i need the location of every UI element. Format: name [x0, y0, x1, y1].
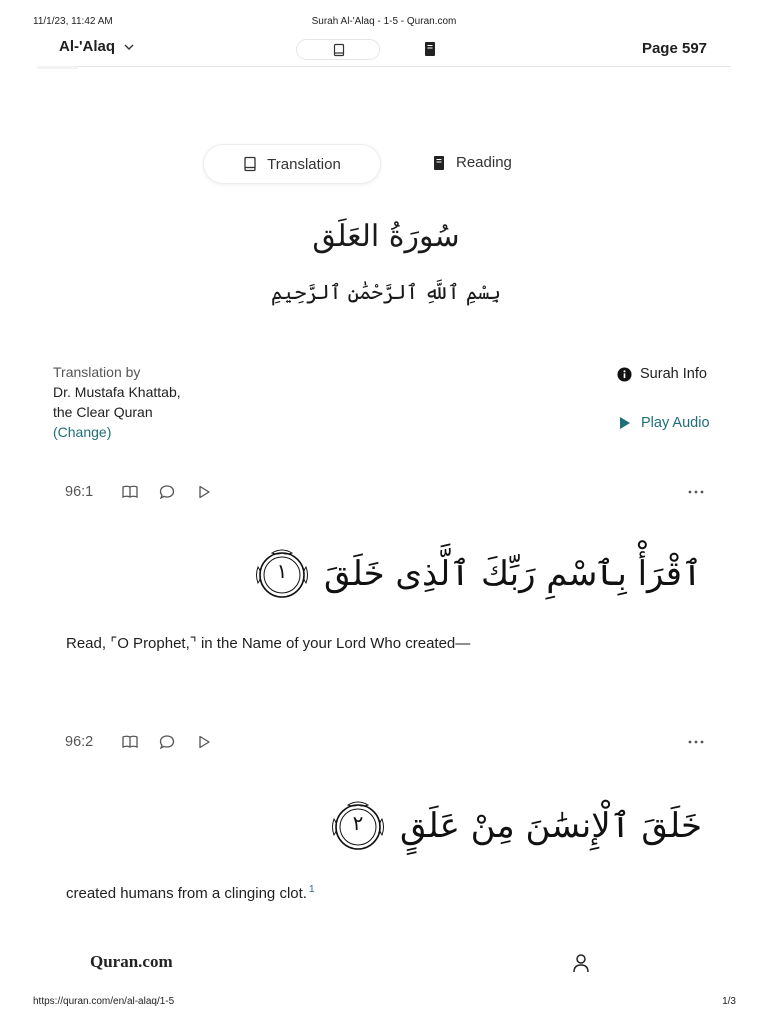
- verse-action-bar: [65, 482, 705, 502]
- ayah-number: ١: [276, 559, 288, 583]
- info-icon: [617, 367, 632, 382]
- tafsir-book-icon[interactable]: [121, 733, 139, 751]
- translation-text: Read, ⌜O Prophet,⌝ in the Name of your Lord Who created—: [66, 635, 471, 652]
- translation-mode-button[interactable]: [203, 144, 381, 184]
- chapter-selector[interactable]: [59, 38, 135, 55]
- translator-name: Dr. Mustafa Khattab,: [53, 384, 181, 400]
- play-audio-button[interactable]: [619, 415, 710, 431]
- verse-translation: [66, 634, 470, 652]
- site-logo[interactable]: Quran.com: [90, 952, 173, 971]
- verse-key[interactable]: 96:1: [65, 484, 94, 500]
- ayah-number-marker: [254, 545, 310, 601]
- book-open-icon[interactable]: [332, 43, 346, 57]
- print-header: [0, 16, 768, 30]
- translation-mode-label: Translation: [267, 155, 341, 173]
- page-number: Page 597: [641, 40, 707, 57]
- reading-mode-button[interactable]: [432, 154, 512, 171]
- footnote-marker[interactable]: 1: [308, 884, 315, 895]
- translator-label: Translation by: [53, 364, 141, 380]
- bismillah-calligraphy: بِسْمِ ٱللَّهِ ٱلرَّحْمَٰنِ ٱلرَّحِيمِ: [271, 280, 502, 304]
- translation-text: created humans from a clinging clot.: [66, 885, 307, 902]
- print-timestamp: 11/1/23, 11:42 AM: [33, 16, 113, 27]
- print-document-title: Surah Al-'Alaq - 1-5 - Quran.com: [311, 16, 457, 27]
- more-options-icon[interactable]: [687, 734, 705, 750]
- verse-translation: [66, 884, 315, 902]
- verse-arabic-text: [254, 538, 702, 608]
- surah-info-button[interactable]: [617, 366, 707, 382]
- ayah-number-marker: [330, 797, 386, 853]
- more-options-icon[interactable]: [687, 484, 705, 500]
- print-page-count: 1/3: [722, 996, 736, 1007]
- nav-shadow: [37, 66, 78, 69]
- reading-book-icon: [432, 155, 446, 171]
- reading-book-icon[interactable]: [423, 41, 437, 57]
- tafsir-book-icon[interactable]: [121, 483, 139, 501]
- chapter-name: Al-'Alaq: [59, 38, 116, 55]
- comment-icon[interactable]: [158, 733, 176, 751]
- play-audio-label: Play Audio: [641, 415, 710, 431]
- book-icon: [243, 156, 257, 172]
- play-icon: [619, 416, 631, 430]
- chevron-down-icon: [123, 41, 135, 53]
- verse-key[interactable]: 96:2: [65, 734, 94, 750]
- mini-mode-switch[interactable]: [296, 39, 380, 60]
- surah-info-label: Surah Info: [640, 366, 707, 382]
- surah-name-calligraphy: سُورَةُ العَلَق: [312, 218, 460, 254]
- arabic-words: ٱقْرَأْ بِٱسْمِ رَبِّكَ ٱلَّذِى خَلَقَ: [323, 553, 702, 594]
- ayah-number: ٢: [352, 811, 364, 835]
- comment-icon[interactable]: [158, 483, 176, 501]
- verse-arabic-text: [330, 790, 702, 860]
- play-verse-icon[interactable]: [195, 733, 213, 751]
- print-url: https://quran.com/en/al-alaq/1-5: [33, 996, 175, 1007]
- reading-mode-label: Reading: [456, 154, 512, 171]
- user-icon[interactable]: [572, 953, 590, 973]
- translator-info: [53, 362, 181, 442]
- arabic-words: خَلَقَ ٱلْإِنسَٰنَ مِنْ عَلَقٍ: [399, 805, 702, 846]
- translation-work: the Clear Quran: [53, 404, 153, 420]
- play-verse-icon[interactable]: [195, 483, 213, 501]
- top-nav-bar: [37, 34, 731, 67]
- change-translation-link[interactable]: (Change): [53, 424, 112, 440]
- verse-action-bar: [65, 732, 705, 752]
